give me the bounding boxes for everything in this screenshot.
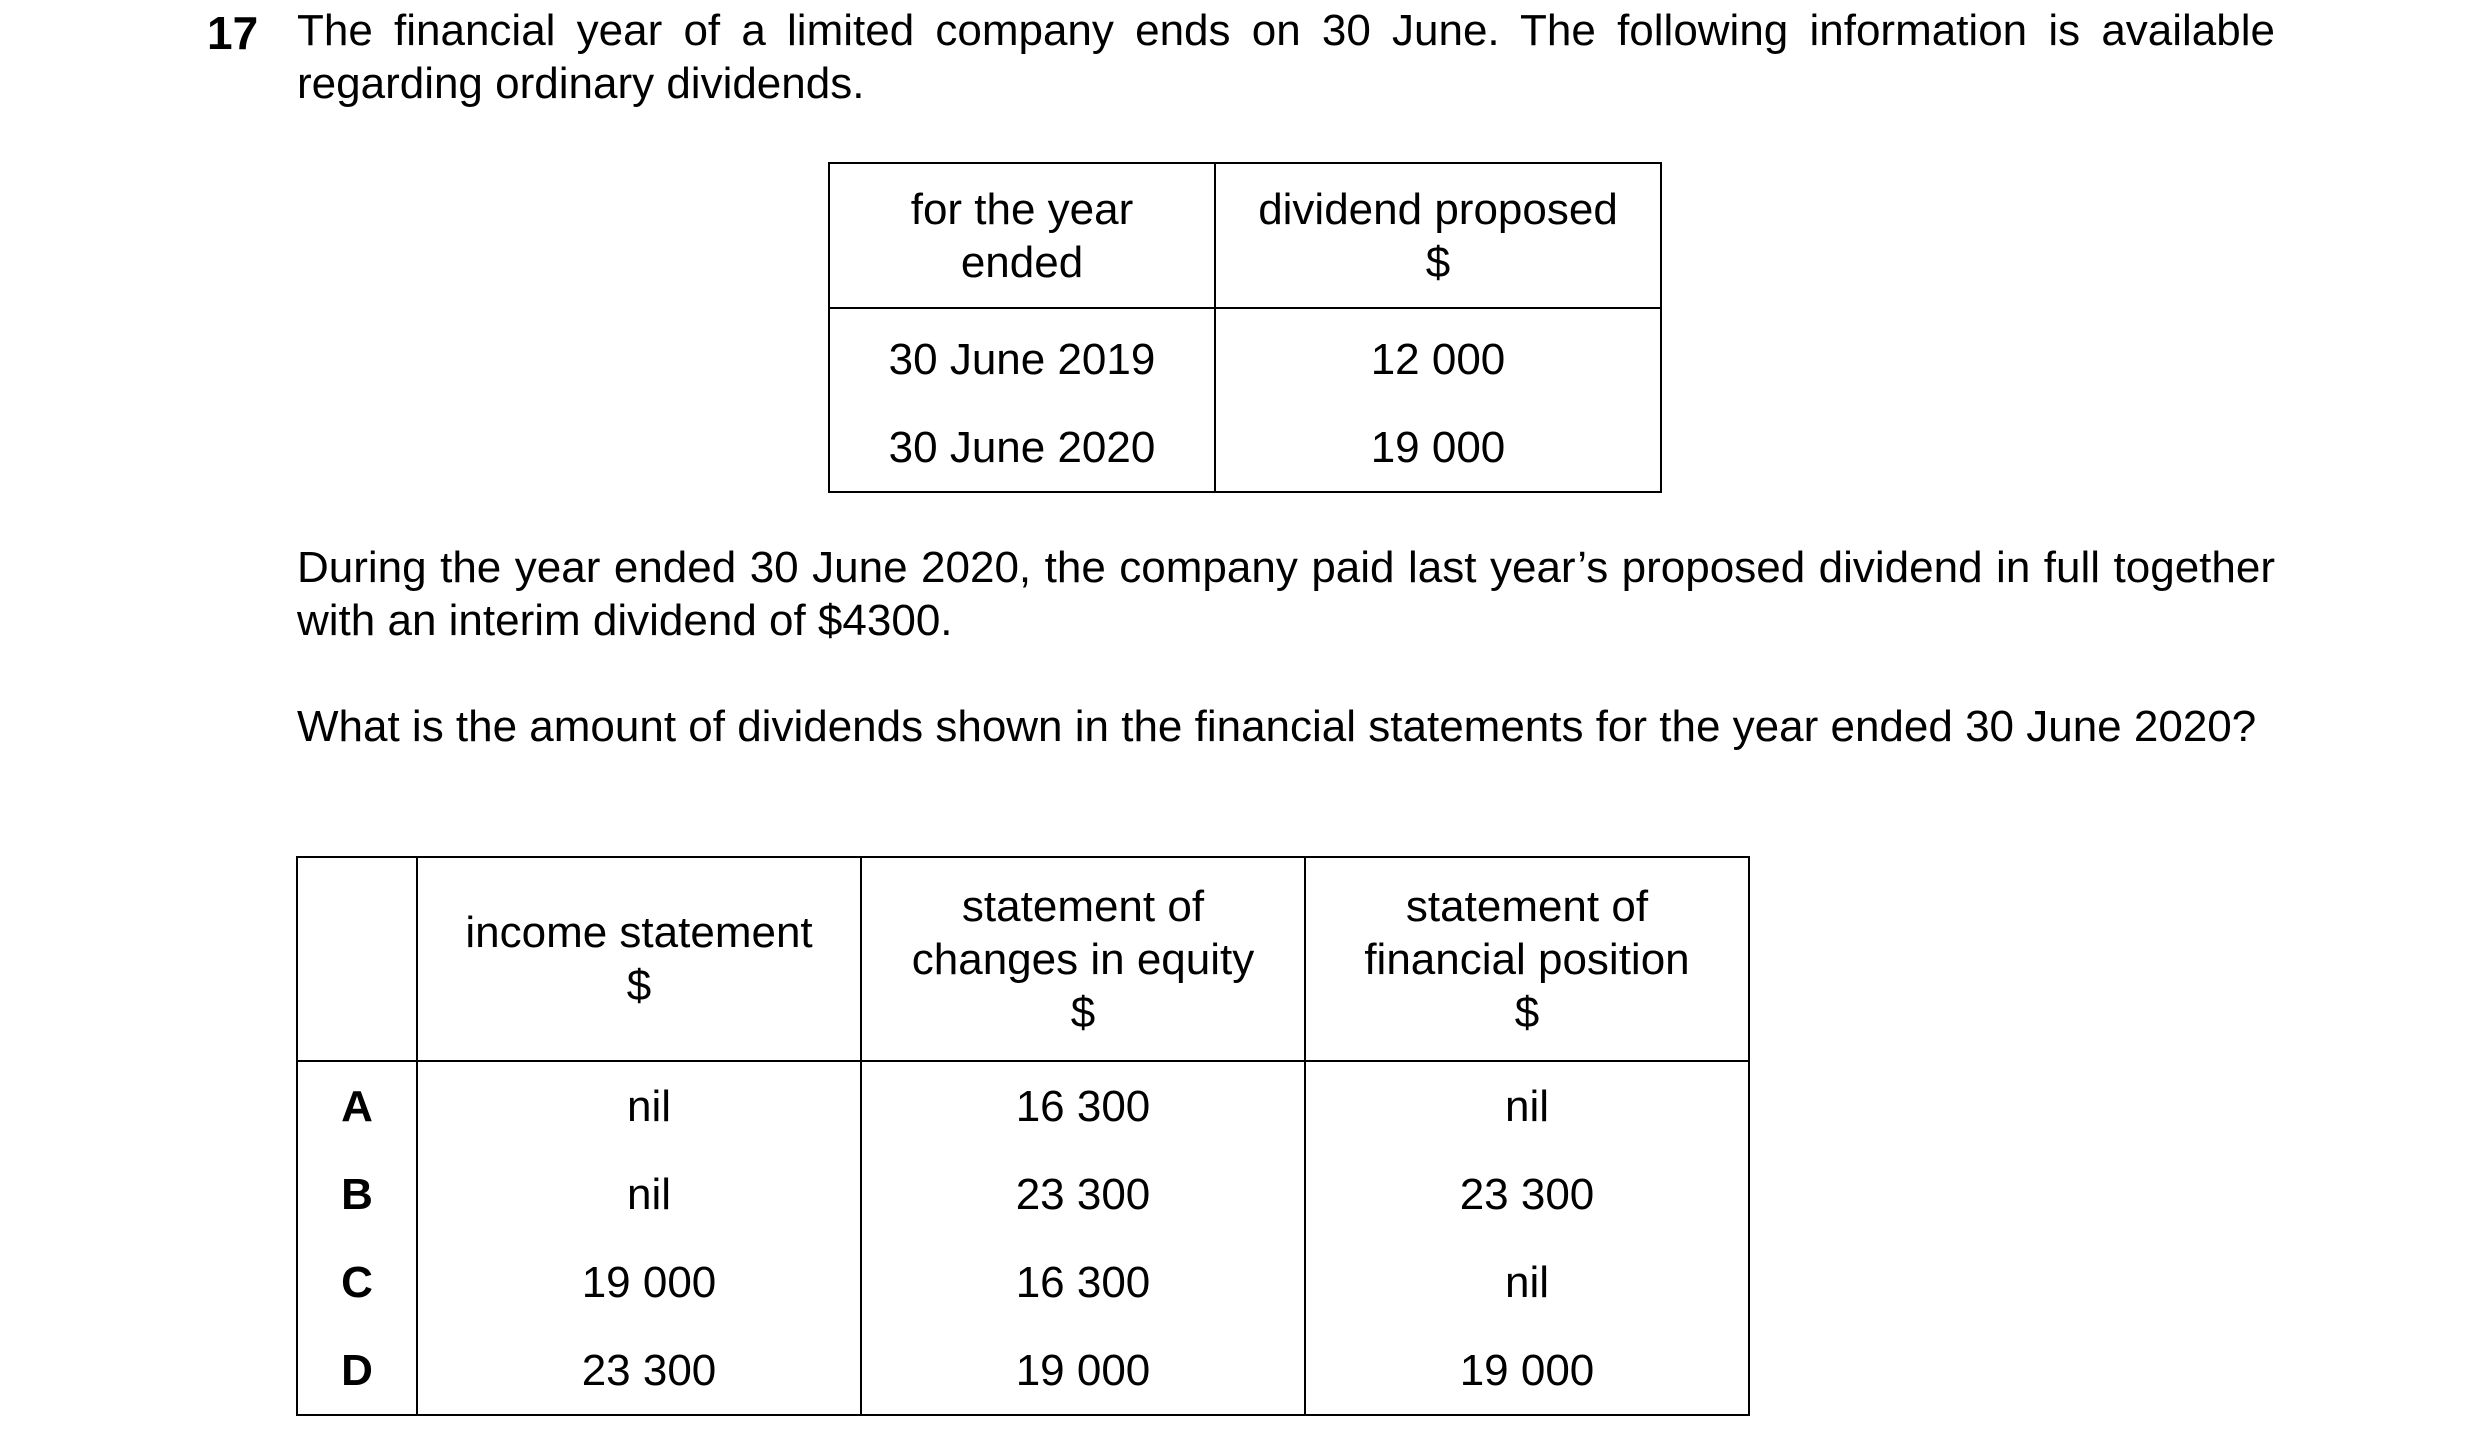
header-dividend-proposed-line2: $	[1425, 237, 1451, 287]
table-row	[829, 308, 1661, 403]
header-income-line2: $	[626, 961, 652, 1010]
option-row-d[interactable]	[297, 1326, 1749, 1415]
equity-value: 16 300	[861, 1238, 1305, 1326]
header-letter-blank	[297, 857, 417, 1061]
position-value: 19 000	[1305, 1326, 1749, 1415]
option-row-b[interactable]	[297, 1150, 1749, 1238]
option-letter: D	[297, 1326, 417, 1415]
equity-value: 16 300	[861, 1061, 1305, 1150]
header-year-ended	[829, 163, 1215, 308]
option-row-a[interactable]	[297, 1061, 1749, 1150]
table-row	[829, 403, 1661, 492]
header-equity-line1: statement of	[961, 881, 1205, 931]
header-position-line3: $	[1514, 987, 1540, 1037]
header-dividend-proposed-line1: dividend proposed	[1258, 184, 1618, 234]
equity-value: 19 000	[861, 1326, 1305, 1415]
income-value: nil	[417, 1061, 861, 1150]
options-table	[296, 856, 1750, 1416]
position-value: nil	[1305, 1238, 1749, 1326]
header-equity-line3: $	[1070, 987, 1096, 1037]
header-position-line1: statement of	[1405, 881, 1649, 931]
income-value: 23 300	[417, 1326, 861, 1415]
year-cell: 30 June 2020	[829, 403, 1215, 492]
dividend-table	[828, 162, 1662, 493]
header-year-ended-line2: ended	[960, 237, 1084, 287]
position-value: 23 300	[1305, 1150, 1749, 1238]
options-table-header	[297, 857, 1749, 1061]
option-letter: A	[297, 1061, 417, 1150]
option-row-c[interactable]	[297, 1238, 1749, 1326]
question-prompt: What is the amount of dividends shown in the financial statements for the year ended 30 June 2020?	[297, 702, 2257, 751]
amount-cell: 12 000	[1215, 308, 1661, 403]
question-intro: The financial year of a limited company ends on 30 June. The following information is available regarding ordinary dividends.	[297, 6, 2275, 108]
equity-value: 23 300	[861, 1150, 1305, 1238]
option-letter: B	[297, 1150, 417, 1238]
header-position-line2: financial position	[1364, 934, 1690, 984]
header-dividend-proposed	[1215, 163, 1661, 308]
header-equity-line2: changes in equity	[911, 934, 1255, 984]
amount-cell: 19 000	[1215, 403, 1661, 492]
income-value: 19 000	[417, 1238, 861, 1326]
header-year-ended-line1: for the year	[910, 184, 1134, 234]
position-value: nil	[1305, 1061, 1749, 1150]
header-changes-in-equity	[861, 857, 1305, 1061]
year-cell: 30 June 2019	[829, 308, 1215, 403]
header-financial-position	[1305, 857, 1749, 1061]
dividend-table-header	[829, 163, 1661, 308]
header-income-statement	[417, 857, 861, 1061]
header-income-line1: income statement	[465, 908, 813, 957]
question-during-text: During the year ended 30 June 2020, the company paid last year’s proposed dividend in full together with an interim dividend of $4300.	[297, 543, 2275, 645]
income-value: nil	[417, 1150, 861, 1238]
question-number: 17	[207, 7, 259, 59]
option-letter: C	[297, 1238, 417, 1326]
